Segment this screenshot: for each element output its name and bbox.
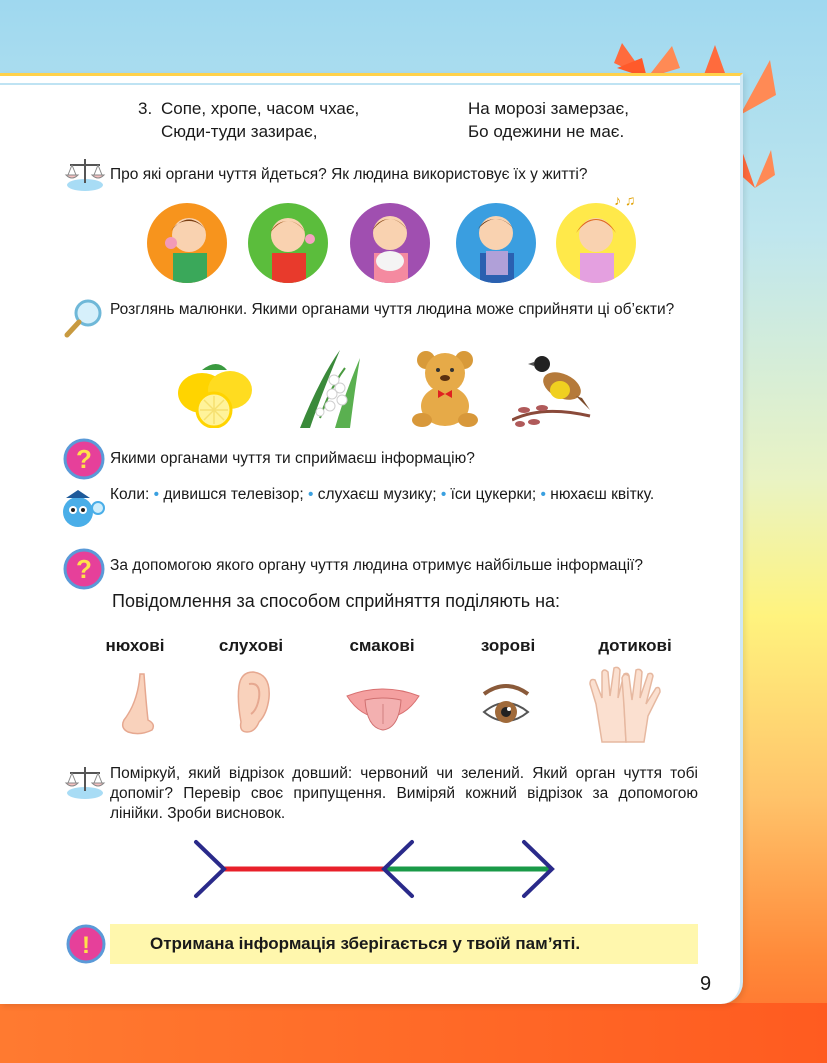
mouth-tongue-icon bbox=[345, 684, 421, 732]
bullet-icon: • bbox=[540, 486, 546, 503]
music-notes-icon: ♪ ♫ bbox=[614, 192, 636, 208]
task4-item: нюхаєш квітку. bbox=[550, 486, 655, 503]
child-reading-illustration bbox=[456, 203, 536, 283]
teddy-bear-illustration bbox=[408, 348, 483, 428]
helper-character-icon bbox=[58, 486, 106, 530]
exclamation-icon bbox=[66, 924, 106, 964]
question-icon bbox=[63, 548, 105, 590]
muller-lyer-illusion bbox=[190, 838, 560, 900]
task4-text bbox=[110, 485, 698, 505]
scales-icon bbox=[64, 763, 106, 801]
sense-touch-label: дотикові bbox=[598, 636, 672, 655]
bullet-icon: • bbox=[440, 486, 447, 503]
scales-icon bbox=[64, 155, 106, 193]
child-listening-illustration bbox=[556, 203, 636, 283]
riddle-number: 3. bbox=[138, 99, 153, 118]
child-smelling-illustration bbox=[248, 203, 328, 283]
note-text: Отримана інформація зберігається у твоїй пам’яті. bbox=[150, 934, 581, 953]
arrow-left-outward bbox=[196, 842, 224, 896]
question-icon bbox=[63, 438, 105, 480]
child-touching-illustration bbox=[350, 203, 430, 283]
task4-item: слухаєш музику; bbox=[317, 486, 437, 503]
bullet-icon: • bbox=[308, 486, 314, 503]
lily-of-the-valley-illustration bbox=[290, 348, 370, 430]
magnifier-icon bbox=[64, 298, 104, 338]
svg-text:!: ! bbox=[82, 932, 90, 959]
bird-on-branch-illustration bbox=[512, 350, 592, 430]
bullet-icon: • bbox=[153, 486, 160, 503]
task5-text: За допомогою якого органу чуття людина отримує найбільше інформації? bbox=[110, 557, 643, 574]
ear-icon bbox=[233, 670, 273, 736]
lemons-illustration bbox=[172, 358, 257, 428]
hands-icon bbox=[582, 664, 668, 744]
classification-heading: Повідомлення за способом сприйняття поділяють на: bbox=[112, 591, 561, 611]
riddle-left-line1: Сопе, хропе, часом чхає, bbox=[161, 99, 360, 118]
nose-icon bbox=[118, 672, 158, 736]
page-top-strip bbox=[0, 83, 740, 85]
riddle-right-line2: Бо одежини не має. bbox=[468, 122, 625, 141]
bottom-orange-band bbox=[0, 1003, 827, 1063]
task1-text: Про які органи чуття йдеться? Як людина використовує їх у житті? bbox=[110, 166, 588, 183]
task2-text: Розглянь малюнки. Якими органами чуття людина може сприйняти ці об’єкти? bbox=[110, 301, 675, 318]
sense-sight-label: зорові bbox=[480, 636, 536, 655]
page-number: 9 bbox=[700, 973, 712, 995]
svg-text:?: ? bbox=[76, 554, 92, 584]
task4-item: дивишся телевізор; bbox=[163, 486, 304, 503]
sense-taste-label: смакові bbox=[349, 636, 415, 655]
child-tasting-illustration bbox=[147, 203, 227, 283]
riddle-right-line1: На морозі замерзає, bbox=[468, 99, 629, 118]
sense-hearing-label: слухові bbox=[218, 636, 284, 655]
task3-text: Якими органами чуття ти сприймаєш інформацію? bbox=[110, 450, 475, 467]
sense-smell-label: нюхові bbox=[105, 636, 165, 655]
svg-text:?: ? bbox=[76, 444, 92, 474]
task4-lead: Коли: bbox=[110, 486, 150, 503]
riddle-left-line2: Сюди-туди зазирає, bbox=[161, 122, 318, 141]
task4-item: їси цукерки; bbox=[450, 486, 537, 503]
eye-icon bbox=[480, 682, 532, 730]
task6-text: Поміркуй, який відрізок довший: червоний чи зелений. Який орган чуття тобі допоміг? Перевір своє припущення. Виміряй кожний відрізок за допомогою лінійки. Зроби висновок. bbox=[110, 765, 698, 822]
